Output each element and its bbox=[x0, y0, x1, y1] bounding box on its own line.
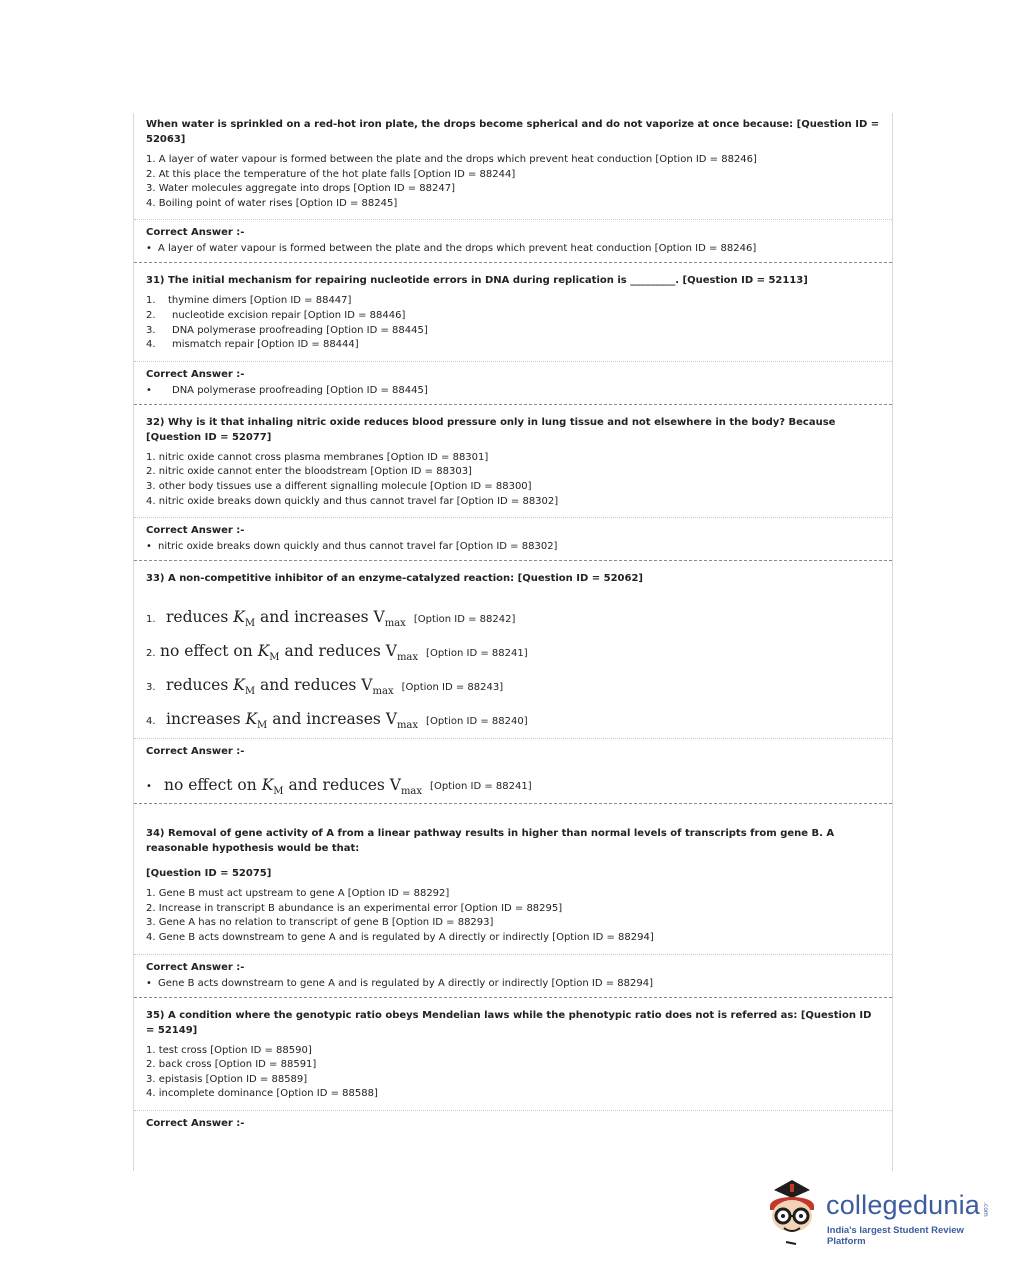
options-list bbox=[134, 1044, 892, 1111]
question-id: [Question ID = 52075] bbox=[146, 868, 272, 880]
option-item: 1. A layer of water vapour is formed between the plate and the drops which prevent heat conduction [Option ID = 88246] bbox=[146, 154, 757, 165]
question-block bbox=[134, 804, 892, 997]
option-number: 2. bbox=[146, 648, 156, 660]
option-id: [Option ID = 88240] bbox=[426, 716, 528, 728]
option-item bbox=[146, 626, 880, 664]
option-item bbox=[146, 309, 880, 324]
option-id: [Option ID = 88241] bbox=[426, 648, 528, 660]
option-id: [Option ID = 88241] bbox=[430, 781, 532, 793]
brand-tld: .com bbox=[982, 1202, 989, 1217]
correct-answer-label: Correct Answer :- bbox=[146, 525, 245, 537]
option-number: 3. bbox=[146, 324, 156, 336]
correct-answer-label: Correct Answer :- bbox=[146, 961, 245, 973]
option-number: 1. bbox=[146, 295, 156, 307]
option-item bbox=[146, 338, 880, 353]
options-list bbox=[134, 294, 892, 361]
option-item: 2. At this place the temperature of the hot plate falls [Option ID = 88244] bbox=[146, 168, 516, 180]
question-text: When water is sprinkled on a red-hot iron plate, the drops become spherical and do not vaporize at once because: [Question ID = 52063] bbox=[146, 119, 880, 145]
answer-text: nitric oxide breaks down quickly and thus cannot travel far [Option ID = 88302] bbox=[158, 541, 558, 553]
option-formula: reduces $K_M$ and increases $V_{max}$ bbox=[166, 608, 406, 630]
option-item bbox=[146, 294, 880, 309]
correct-answer-label: Correct Answer :- bbox=[146, 368, 245, 380]
option-text: thymine dimers [Option ID = 88447] bbox=[168, 295, 352, 307]
option-item: 1. Gene B must act upstream to gene A [Option ID = 88292] bbox=[146, 888, 450, 900]
option-text: mismatch repair [Option ID = 88444] bbox=[172, 339, 359, 351]
question-block bbox=[134, 263, 892, 404]
option-text: nucleotide excision repair [Option ID = 88446] bbox=[172, 309, 406, 321]
question-block bbox=[134, 405, 892, 561]
brand-logo bbox=[764, 1176, 994, 1248]
correct-answer-label: Correct Answer :- bbox=[146, 746, 245, 758]
option-item bbox=[146, 694, 880, 732]
option-item: 2. Increase in transcript B abundance is an experimental error [Option ID = 88295] bbox=[146, 902, 563, 914]
option-number: 3. bbox=[146, 682, 156, 694]
correct-answer-label: Correct Answer :- bbox=[146, 1117, 245, 1129]
option-item: 3. other body tissues use a different signalling molecule [Option ID = 88300] bbox=[146, 480, 532, 492]
option-number: 2. bbox=[146, 309, 156, 321]
question-text: 32) Why is it that inhaling nitric oxide reduces blood pressure only in lung tissue and not elsewhere in the body? Because [Question ID = 52077] bbox=[146, 416, 836, 443]
option-item: 1. nitric oxide cannot cross plasma membranes [Option ID = 88301] bbox=[146, 451, 489, 463]
option-number: 1. bbox=[146, 614, 156, 626]
option-number: 4. bbox=[146, 716, 156, 728]
brand-name: collegedunia bbox=[826, 1190, 981, 1220]
question-text: 35) A condition where the genotypic ratio obeys Mendelian laws while the phenotypic ratio does not is referred as: [Question ID = 52149] bbox=[146, 1009, 872, 1036]
question-text: 34) Removal of gene activity of A from a linear pathway results in higher than normal levels of transcripts from gene B. A reasonable hypothesis would be that: [Question ID = 52075] bbox=[134, 804, 892, 887]
answer-text: A layer of water vapour is formed between the plate and the drops which prevent heat conduction [Option ID = 88246] bbox=[158, 243, 757, 255]
correct-answer bbox=[134, 540, 892, 560]
option-item: 4. incomplete dominance [Option ID = 88588] bbox=[146, 1088, 378, 1100]
option-item: 3. Water molecules aggregate into drops [Option ID = 88247] bbox=[146, 183, 455, 195]
correct-answer bbox=[134, 242, 892, 262]
answer-formula: no effect on $K_M$ and reduces $V_{max}$ bbox=[164, 776, 423, 798]
question-block bbox=[134, 561, 892, 804]
options-list bbox=[134, 451, 892, 518]
option-item bbox=[146, 660, 880, 698]
option-item bbox=[146, 324, 880, 339]
bullet-icon: • bbox=[146, 781, 152, 793]
option-formula: no effect on $K_M$ and reduces $V_{max}$ bbox=[160, 642, 419, 664]
option-item: 3. epistasis [Option ID = 88589] bbox=[146, 1073, 308, 1085]
options-list bbox=[134, 592, 892, 739]
option-formula: reduces $K_M$ and reduces $V_{max}$ bbox=[166, 676, 394, 698]
options-list bbox=[134, 153, 892, 220]
bullet-icon: • bbox=[146, 384, 152, 396]
option-item: 4. Gene B acts downstream to gene A and is regulated by A directly or indirectly [Option ID = 88294] bbox=[146, 931, 654, 943]
correct-answer-label: Correct Answer :- bbox=[146, 227, 245, 239]
correct-answer bbox=[134, 977, 892, 997]
option-item: 4. nitric oxide breaks down quickly and thus cannot travel far [Option ID = 88302] bbox=[146, 495, 559, 507]
option-item: 1. test cross [Option ID = 88590] bbox=[146, 1044, 312, 1056]
exam-page bbox=[133, 113, 893, 1171]
question-text: 31) The initial mechanism for repairing nucleotide errors in DNA during replication is _________. [Question ID = 52113] bbox=[146, 275, 808, 287]
option-item: 2. nitric oxide cannot enter the bloodstream [Option ID = 88303] bbox=[146, 466, 472, 478]
answer-text: Gene B acts downstream to gene A and is regulated by A directly or indirectly [Option ID = 88294] bbox=[158, 977, 654, 989]
correct-answer bbox=[134, 761, 892, 803]
brand-tagline: India's largest Student Review Platform bbox=[827, 1225, 964, 1247]
question-block bbox=[134, 113, 892, 263]
answer-text: DNA polymerase proofreading [Option ID = 88445] bbox=[172, 384, 428, 396]
option-item: 4. Boiling point of water rises [Option ID = 88245] bbox=[146, 197, 398, 209]
option-text: DNA polymerase proofreading [Option ID = 88445] bbox=[172, 324, 428, 336]
option-id: [Option ID = 88242] bbox=[413, 614, 516, 626]
option-id: [Option ID = 88243] bbox=[401, 682, 504, 694]
correct-answer bbox=[134, 384, 892, 404]
option-item bbox=[146, 592, 880, 630]
option-number: 4. bbox=[146, 339, 156, 351]
options-list bbox=[134, 887, 892, 954]
mascot-icon bbox=[764, 1176, 822, 1248]
question-block bbox=[134, 998, 892, 1133]
option-item: 2. back cross [Option ID = 88591] bbox=[146, 1059, 317, 1071]
option-formula: increases $K_M$ and increases $V_{max}$ bbox=[166, 710, 419, 732]
question-text: 33) A non-competitive inhibitor of an enzyme-catalyzed reaction: [Question ID = 52062] bbox=[146, 573, 643, 585]
bullet-icon: • bbox=[146, 541, 152, 553]
option-item: 3. Gene A has no relation to transcript of gene B [Option ID = 88293] bbox=[146, 917, 494, 929]
bullet-icon: • bbox=[146, 977, 152, 989]
bullet-icon: • bbox=[146, 243, 152, 255]
